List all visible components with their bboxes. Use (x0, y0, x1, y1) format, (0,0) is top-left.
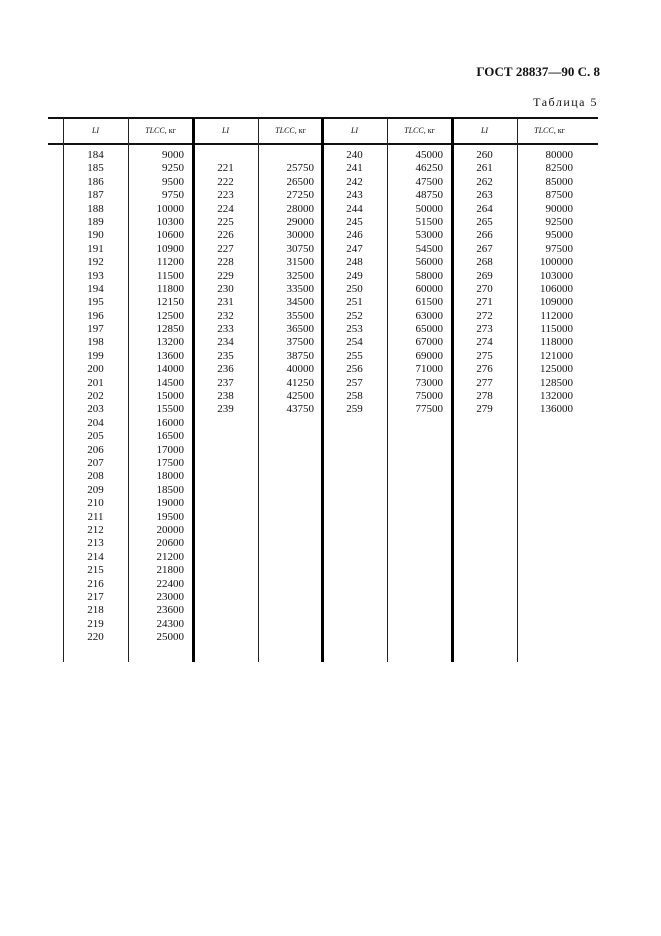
tlcc-cell: 53000 (415, 229, 443, 242)
tlcc-cell: 9250 (162, 162, 184, 175)
li-cell: 269 (476, 269, 493, 282)
tlcc-cell: 63000 (415, 309, 443, 322)
column-header-tlcc (387, 126, 452, 135)
column-header-label: LI (480, 126, 489, 135)
tlcc-cell: 28000 (286, 202, 314, 215)
tlcc-cell: 128500 (540, 376, 573, 389)
li-cell: 276 (476, 363, 493, 376)
tlcc-cell: 10900 (156, 242, 184, 255)
tlcc-cell: 20000 (156, 523, 184, 536)
tlcc-cell: 38750 (286, 349, 314, 362)
tlcc-column (387, 149, 443, 417)
tlcc-cell: 10300 (156, 215, 184, 228)
page-header: ГОСТ 28837—90 С. 8 (476, 64, 600, 79)
li-cell: 225 (217, 215, 234, 228)
li-column (452, 149, 517, 417)
li-cell: 198 (87, 336, 104, 349)
li-cell: 185 (87, 162, 104, 175)
tlcc-column (128, 149, 184, 644)
li-cell: 200 (87, 363, 104, 376)
tlcc-cell: 73000 (415, 376, 443, 389)
tlcc-cell: 32500 (286, 269, 314, 282)
tlcc-cell: 23600 (156, 604, 184, 617)
tlcc-cell: 10600 (156, 229, 184, 242)
tlcc-cell: 115000 (540, 323, 573, 336)
tlcc-cell: 26500 (286, 175, 314, 188)
li-cell: 243 (346, 189, 363, 202)
li-cell: 203 (87, 403, 104, 416)
li-cell: 259 (346, 403, 363, 416)
li-cell: 265 (476, 215, 493, 228)
column-header-tlcc (258, 126, 323, 135)
li-cell: 240 (346, 149, 363, 161)
li-cell: 212 (87, 523, 104, 536)
li-cell: 196 (87, 309, 104, 322)
li-cell: 199 (87, 349, 104, 362)
column-header-tlcc (517, 126, 582, 135)
tlcc-cell: 56000 (415, 256, 443, 269)
li-cell: 194 (87, 282, 104, 295)
unit-label: кг (168, 126, 176, 135)
li-cell: 256 (346, 363, 363, 376)
li-cell: 275 (476, 349, 493, 362)
tlcc-cell: 87500 (545, 189, 573, 202)
column-header-li (322, 126, 387, 135)
li-cell: 260 (476, 149, 493, 161)
tlcc-column (517, 149, 573, 417)
li-cell: 242 (346, 175, 363, 188)
column-header-label: LI (350, 126, 359, 135)
li-cell: 241 (346, 162, 363, 175)
tlcc-cell: 125000 (540, 363, 573, 376)
tlcc-cell: 22400 (156, 577, 184, 590)
li-cell: 223 (217, 189, 234, 202)
li-cell: 222 (217, 175, 234, 188)
li-cell: 244 (346, 202, 363, 215)
li-cell: 227 (217, 242, 234, 255)
tlcc-cell: 13600 (156, 349, 184, 362)
li-cell: 268 (476, 256, 493, 269)
column-header-li (452, 126, 517, 135)
li-cell: 220 (87, 631, 104, 644)
tlcc-cell: 27250 (286, 189, 314, 202)
li-cell: 193 (87, 269, 104, 282)
column-header-label: TLCC, (404, 126, 426, 135)
tlcc-cell: 17500 (156, 456, 184, 469)
tlcc-cell: 23000 (156, 590, 184, 603)
tlcc-cell: 46250 (415, 162, 443, 175)
li-cell: 238 (217, 390, 234, 403)
column-header-label: TLCC, (534, 126, 556, 135)
li-cell: 245 (346, 215, 363, 228)
li-cell: 209 (87, 483, 104, 496)
tlcc-cell: 118000 (540, 336, 573, 349)
li-cell: 266 (476, 229, 493, 242)
tlcc-cell: 37500 (286, 336, 314, 349)
tlcc-cell: 10000 (156, 202, 184, 215)
li-cell: 263 (476, 189, 493, 202)
li-cell: 189 (87, 215, 104, 228)
li-cell: 207 (87, 456, 104, 469)
li-cell: 184 (87, 149, 104, 161)
li-cell: 210 (87, 497, 104, 510)
column-header-li (63, 126, 128, 135)
li-cell: 252 (346, 309, 363, 322)
tlcc-cell: 14500 (156, 376, 184, 389)
li-cell: 277 (476, 376, 493, 389)
li-cell: 278 (476, 390, 493, 403)
li-cell: 264 (476, 202, 493, 215)
column-header-label: TLCC, (275, 126, 297, 135)
li-cell: 232 (217, 309, 234, 322)
tlcc-cell: 14000 (156, 363, 184, 376)
tlcc-cell: 65000 (415, 323, 443, 336)
li-cell: 192 (87, 256, 104, 269)
tlcc-cell: 11500 (156, 269, 184, 282)
li-cell: 224 (217, 202, 234, 215)
tlcc-cell: 58000 (415, 269, 443, 282)
tlcc-cell: 25750 (286, 162, 314, 175)
tlcc-cell: 25000 (156, 631, 184, 644)
tlcc-cell: 80000 (545, 149, 573, 161)
tlcc-cell: 100000 (540, 256, 573, 269)
li-column (322, 149, 387, 417)
tlcc-cell: 54500 (415, 242, 443, 255)
tlcc-cell: 30750 (286, 242, 314, 255)
tlcc-cell: 15500 (156, 403, 184, 416)
tlcc-cell: 19000 (156, 497, 184, 510)
tlcc-cell: 12150 (156, 296, 184, 309)
tlcc-cell: 35500 (286, 309, 314, 322)
tlcc-cell: 136000 (540, 403, 573, 416)
li-cell: 258 (346, 390, 363, 403)
tlcc-cell (258, 149, 314, 162)
li-cell: 216 (87, 577, 104, 590)
tlcc-cell: 11800 (156, 282, 184, 295)
column-header-tlcc (128, 126, 193, 135)
tlcc-cell: 17000 (156, 443, 184, 456)
li-cell: 257 (346, 376, 363, 389)
li-cell: 214 (87, 550, 104, 563)
li-cell: 202 (87, 390, 104, 403)
tlcc-cell: 29000 (286, 215, 314, 228)
li-cell: 267 (476, 242, 493, 255)
li-cell: 254 (346, 336, 363, 349)
li-cell: 272 (476, 309, 493, 322)
tlcc-cell: 121000 (540, 349, 573, 362)
tlcc-cell: 112000 (540, 309, 573, 322)
column-header-label: TLCC, (145, 126, 167, 135)
li-cell: 270 (476, 282, 493, 295)
li-cell: 217 (87, 590, 104, 603)
tlcc-cell: 43750 (286, 403, 314, 416)
li-cell: 237 (217, 376, 234, 389)
unit-label: кг (557, 126, 565, 135)
tlcc-cell: 15000 (156, 390, 184, 403)
tlcc-cell: 12500 (156, 309, 184, 322)
li-cell: 204 (87, 416, 104, 429)
li-column (63, 149, 128, 644)
li-cell: 279 (476, 403, 493, 416)
li-cell: 274 (476, 336, 493, 349)
tlcc-cell: 82500 (545, 162, 573, 175)
li-cell: 205 (87, 430, 104, 443)
tlcc-cell: 51500 (415, 215, 443, 228)
tlcc-cell: 9750 (162, 189, 184, 202)
tlcc-cell: 9000 (162, 149, 184, 161)
tlcc-cell: 45000 (415, 149, 443, 161)
li-cell: 230 (217, 282, 234, 295)
column-header-label: LI (221, 126, 230, 135)
li-cell: 249 (346, 269, 363, 282)
tlcc-cell: 95000 (545, 229, 573, 242)
tlcc-cell: 47500 (415, 175, 443, 188)
unit-label: кг (427, 126, 435, 135)
li-cell: 215 (87, 564, 104, 577)
column-header-label: LI (91, 126, 100, 135)
tlcc-cell: 103000 (540, 269, 573, 282)
li-cell: 236 (217, 363, 234, 376)
li-cell: 219 (87, 617, 104, 630)
tlcc-cell: 21800 (156, 564, 184, 577)
li-cell: 231 (217, 296, 234, 309)
tlcc-cell: 21200 (156, 550, 184, 563)
tlcc-cell: 69000 (415, 349, 443, 362)
table-caption-text: Таблица 5 (533, 95, 598, 109)
tlcc-column (258, 149, 314, 417)
unit-label: кг (298, 126, 306, 135)
tlcc-cell: 16500 (156, 430, 184, 443)
tlcc-cell: 34500 (286, 296, 314, 309)
tlcc-cell: 40000 (286, 363, 314, 376)
li-cell: 235 (217, 349, 234, 362)
li-cell: 228 (217, 256, 234, 269)
li-cell: 246 (346, 229, 363, 242)
li-cell: 206 (87, 443, 104, 456)
tlcc-cell: 13200 (156, 336, 184, 349)
tlcc-cell: 92500 (545, 215, 573, 228)
li-cell: 261 (476, 162, 493, 175)
li-cell: 273 (476, 323, 493, 336)
li-cell: 213 (87, 537, 104, 550)
li-column (193, 149, 258, 417)
li-cell: 188 (87, 202, 104, 215)
tlcc-cell: 41250 (286, 376, 314, 389)
li-cell: 271 (476, 296, 493, 309)
tlcc-cell: 24300 (156, 617, 184, 630)
li-cell: 247 (346, 242, 363, 255)
li-cell: 211 (87, 510, 104, 523)
tlcc-cell: 12850 (156, 323, 184, 336)
li-cell: 191 (87, 242, 104, 255)
tlcc-cell: 97500 (545, 242, 573, 255)
tlcc-cell: 19500 (156, 510, 184, 523)
li-cell: 250 (346, 282, 363, 295)
li-cell: 197 (87, 323, 104, 336)
tlcc-cell: 20600 (156, 537, 184, 550)
tlcc-cell: 106000 (540, 282, 573, 295)
li-cell: 239 (217, 403, 234, 416)
tlcc-cell: 31500 (286, 256, 314, 269)
li-cell: 226 (217, 229, 234, 242)
tlcc-cell: 11200 (156, 256, 184, 269)
li-cell: 248 (346, 256, 363, 269)
tlcc-cell: 36500 (286, 323, 314, 336)
tlcc-cell: 42500 (286, 390, 314, 403)
li-cell: 190 (87, 229, 104, 242)
tlcc-cell: 132000 (540, 390, 573, 403)
li-cell: 201 (87, 376, 104, 389)
li-cell: 186 (87, 175, 104, 188)
tlcc-cell: 75000 (415, 390, 443, 403)
li-cell (193, 149, 258, 162)
tlcc-cell: 9500 (162, 175, 184, 188)
tlcc-cell: 18000 (156, 470, 184, 483)
li-cell: 208 (87, 470, 104, 483)
tlcc-cell: 67000 (415, 336, 443, 349)
column-header-li (193, 126, 258, 135)
li-cell: 251 (346, 296, 363, 309)
li-cell: 221 (217, 162, 234, 175)
tlcc-cell: 30000 (286, 229, 314, 242)
tlcc-cell: 77500 (415, 403, 443, 416)
li-cell: 262 (476, 175, 493, 188)
tlcc-cell: 33500 (286, 282, 314, 295)
li-cell: 187 (87, 189, 104, 202)
tlcc-cell: 109000 (540, 296, 573, 309)
tlcc-cell: 90000 (545, 202, 573, 215)
tlcc-cell: 85000 (545, 175, 573, 188)
tlcc-cell: 18500 (156, 483, 184, 496)
li-cell: 233 (217, 323, 234, 336)
tlcc-cell: 50000 (415, 202, 443, 215)
tlcc-cell: 60000 (415, 282, 443, 295)
li-cell: 253 (346, 323, 363, 336)
tlcc-cell: 16000 (156, 416, 184, 429)
tlcc-cell: 48750 (415, 189, 443, 202)
li-cell: 195 (87, 296, 104, 309)
li-cell: 229 (217, 269, 234, 282)
tlcc-cell: 71000 (415, 363, 443, 376)
li-cell: 218 (87, 604, 104, 617)
tlcc-cell: 61500 (415, 296, 443, 309)
li-cell: 255 (346, 349, 363, 362)
li-cell: 234 (217, 336, 234, 349)
